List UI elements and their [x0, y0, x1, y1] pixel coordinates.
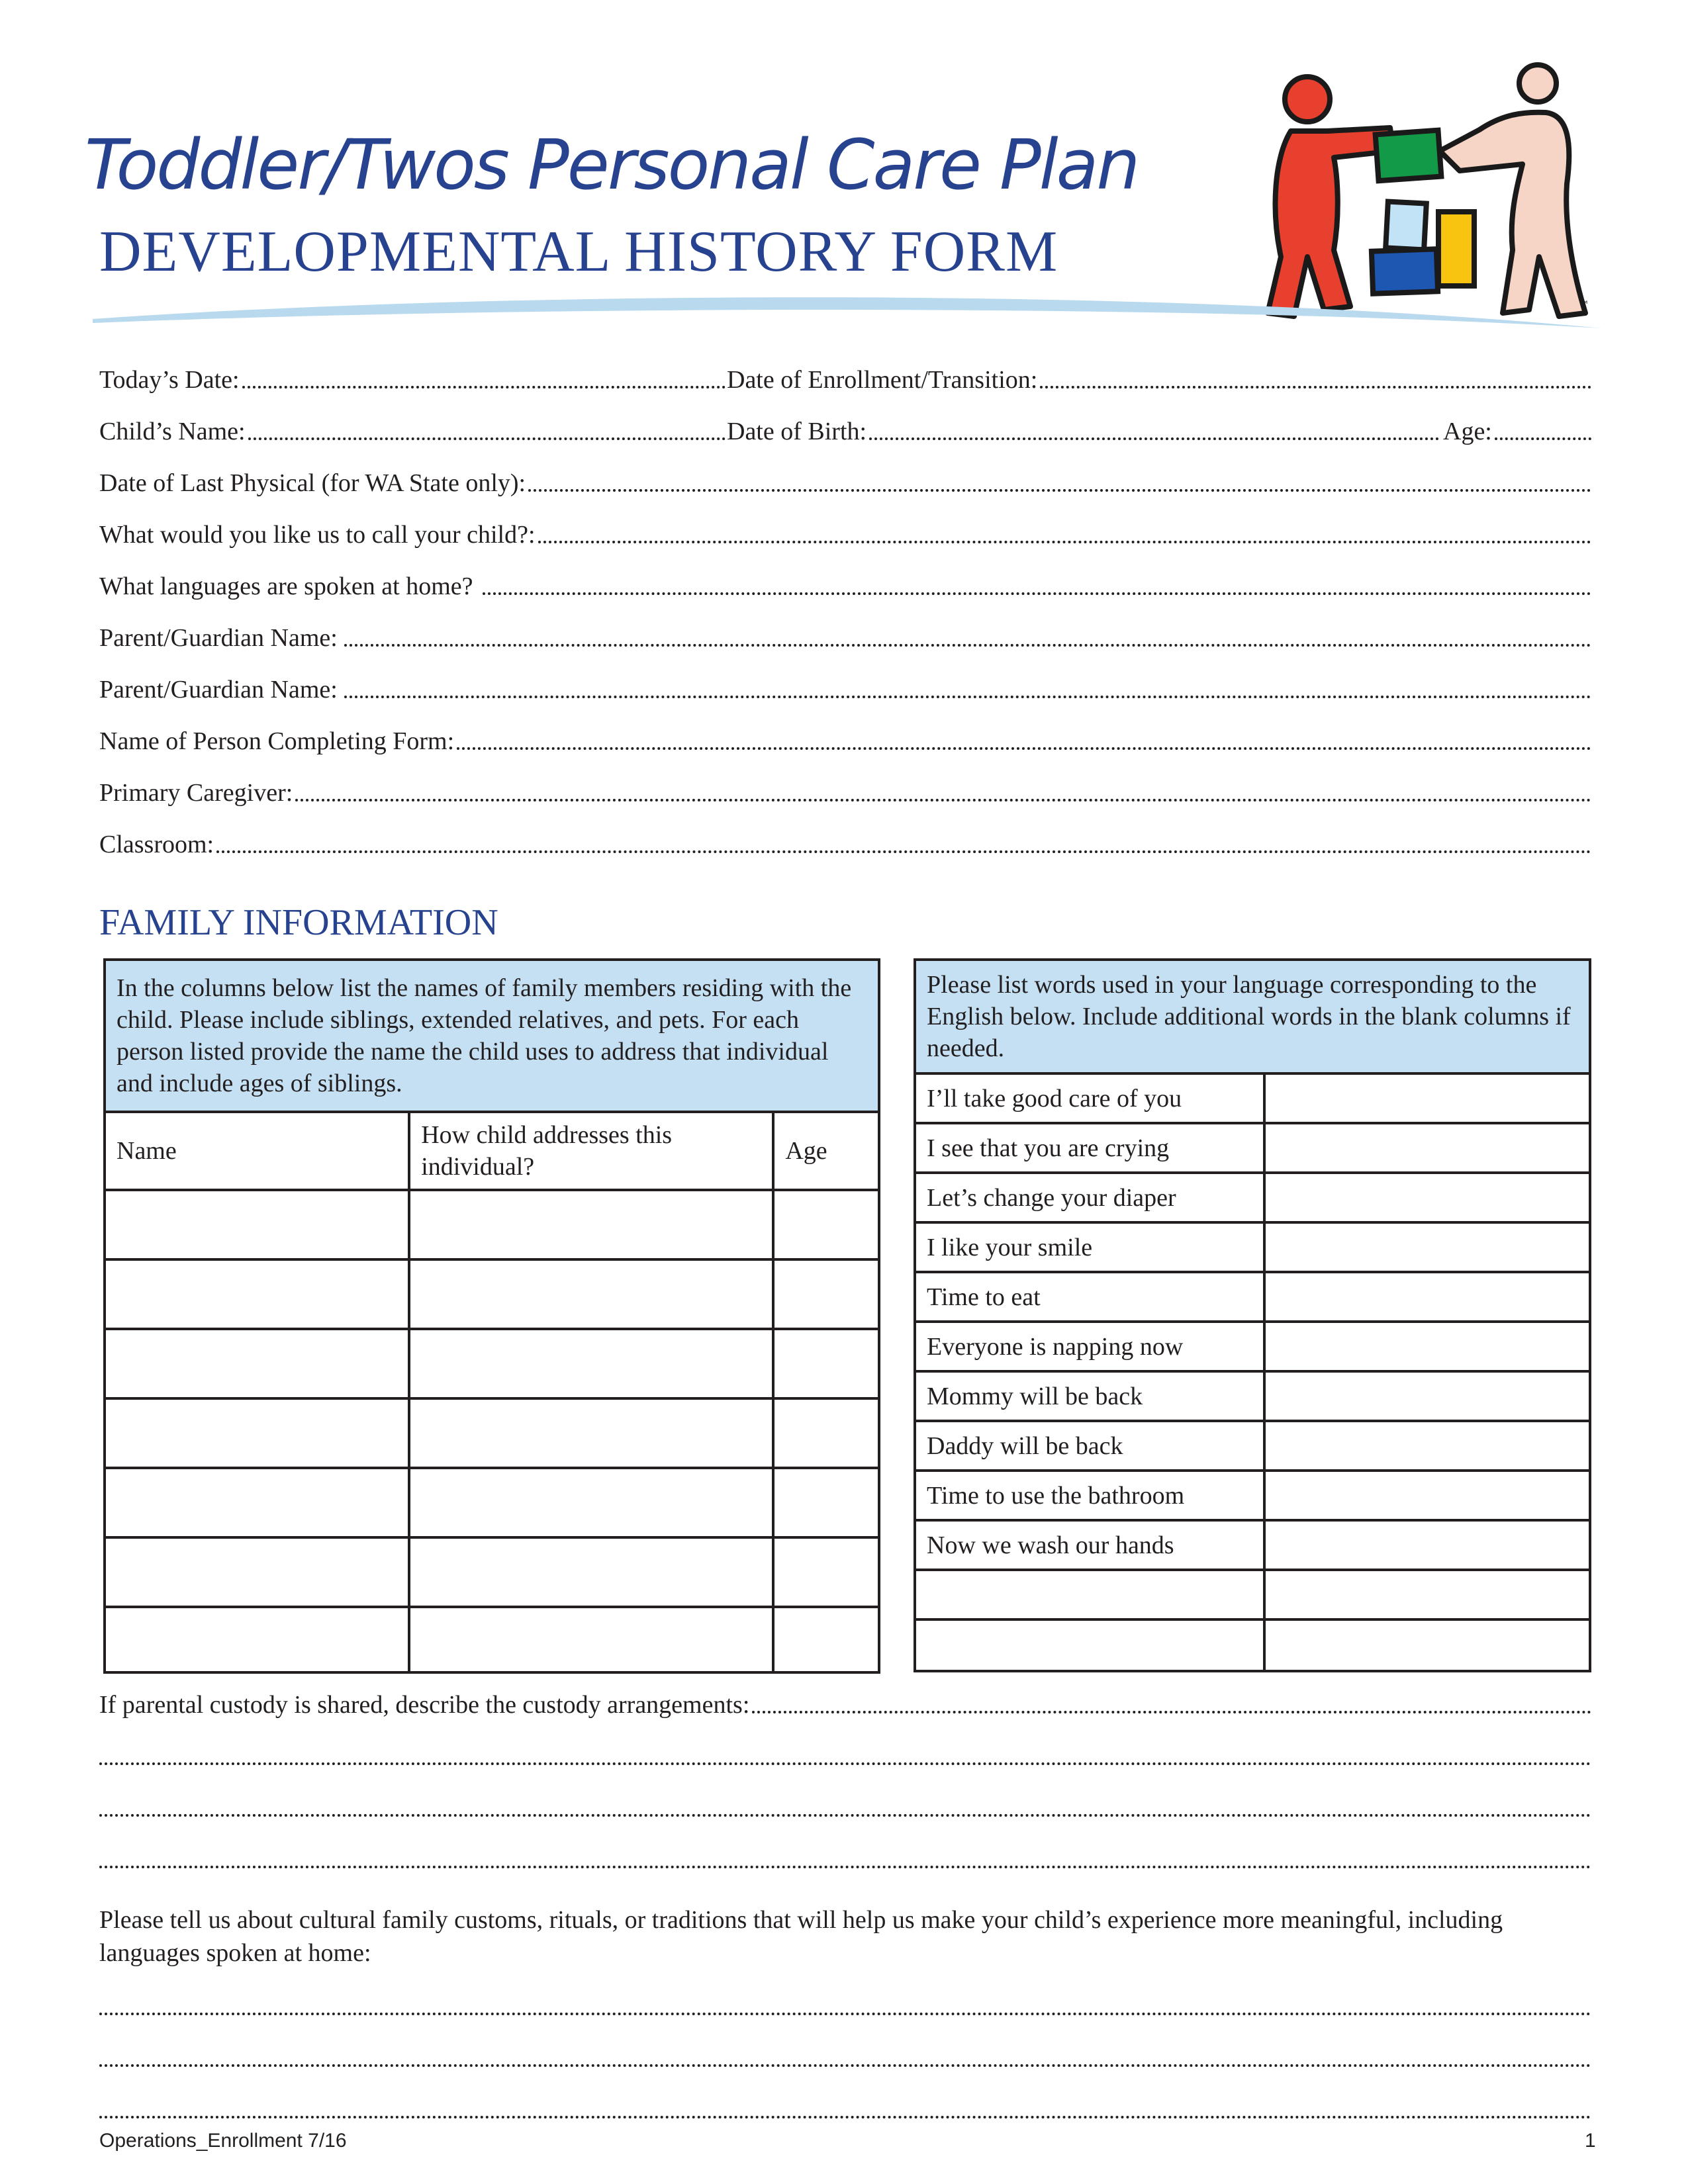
peach-figure-head — [1519, 65, 1556, 102]
extra-phrase-cell[interactable] — [915, 1570, 1264, 1619]
childs-name-label: Child’s Name: — [99, 418, 246, 445]
light-blue-block — [1385, 202, 1427, 250]
date-of-birth-label: Date of Birth: — [727, 418, 867, 445]
logo-icon — [1261, 58, 1599, 323]
table-row — [915, 1619, 1590, 1671]
custody-line-2[interactable] — [99, 1738, 1594, 1771]
table-row — [915, 1073, 1590, 1123]
guardian-1-field[interactable] — [99, 619, 1594, 653]
table-row — [915, 1371, 1590, 1421]
customs-line-1[interactable] — [99, 1988, 1594, 2021]
table-row — [105, 1329, 879, 1398]
member-name-cell[interactable] — [105, 1259, 409, 1329]
english-phrase-cell: Now we wash our hands — [915, 1520, 1264, 1570]
guardian-2-label: Parent/Guardian Name: — [99, 676, 338, 704]
translation-cell[interactable] — [1264, 1471, 1590, 1520]
todays-date-field[interactable] — [99, 361, 728, 394]
header-swoosh — [93, 290, 1602, 336]
custody-line-3[interactable] — [99, 1790, 1594, 1823]
member-age-cell[interactable] — [773, 1190, 879, 1259]
table-row — [915, 1322, 1590, 1371]
family-members-table — [103, 958, 880, 1674]
table-row — [105, 1537, 879, 1607]
last-physical-field[interactable] — [99, 465, 1594, 498]
translation-cell[interactable] — [1264, 1272, 1590, 1322]
translation-cell[interactable] — [1264, 1322, 1590, 1371]
enrollment-date-field[interactable] — [727, 361, 1594, 394]
blue-block — [1372, 249, 1438, 293]
english-phrase-cell: Time to eat — [915, 1272, 1264, 1322]
person-completing-field[interactable] — [99, 723, 1594, 756]
table-row — [105, 1190, 879, 1259]
customs-line-2[interactable] — [99, 2040, 1594, 2073]
date-of-birth-line[interactable] — [869, 437, 1439, 440]
age-column-header: Age — [773, 1112, 879, 1190]
translation-cell[interactable] — [1264, 1073, 1590, 1123]
table-row — [915, 1471, 1590, 1520]
custody-label: If parental custody is shared, describe the custody arrangements: — [99, 1691, 750, 1719]
green-block — [1376, 130, 1442, 181]
translation-cell[interactable] — [1264, 1371, 1590, 1421]
classroom-label: Classroom: — [99, 831, 214, 858]
english-phrase-cell: I see that you are crying — [915, 1123, 1264, 1173]
custody-line-1[interactable] — [752, 1710, 1591, 1713]
address-column-header: How child addresses this individual? — [409, 1112, 773, 1190]
languages-field[interactable] — [99, 568, 1594, 601]
last-physical-label: Date of Last Physical (for WA State only): — [99, 469, 526, 497]
todays-date-line[interactable] — [242, 385, 726, 388]
person-completing-line[interactable] — [457, 747, 1591, 750]
age-line[interactable] — [1495, 437, 1591, 440]
member-age-cell[interactable] — [773, 1329, 879, 1398]
customs-prompt: Please tell us about cultural family customs, rituals, or traditions that will help us make your child’s experience more meaningful, including languages spoken at home: — [99, 1906, 1503, 1967]
translation-cell[interactable] — [1264, 1619, 1590, 1671]
member-name-cell[interactable] — [105, 1329, 409, 1398]
last-physical-line[interactable] — [528, 488, 1591, 492]
languages-line[interactable] — [483, 592, 1592, 595]
member-name-cell[interactable] — [105, 1468, 409, 1537]
classroom-field[interactable] — [99, 826, 1594, 859]
member-name-cell[interactable] — [105, 1190, 409, 1259]
guardian-1-line[interactable] — [344, 643, 1591, 647]
primary-caregiver-label: Primary Caregiver: — [99, 779, 293, 807]
guardian-2-line[interactable] — [344, 695, 1591, 698]
table-row — [915, 1123, 1590, 1173]
person-completing-label: Name of Person Completing Form: — [99, 727, 455, 755]
member-age-cell[interactable] — [773, 1468, 879, 1537]
primary-caregiver-field[interactable] — [99, 774, 1594, 807]
member-address-cell[interactable] — [409, 1329, 773, 1398]
english-phrase-cell: Time to use the bathroom — [915, 1471, 1264, 1520]
call-child-label: What would you like us to call your child?: — [99, 521, 536, 549]
languages-label: What languages are spoken at home? — [99, 572, 473, 600]
primary-caregiver-line[interactable] — [295, 798, 1591, 801]
guardian-1-label: Parent/Guardian Name: — [99, 624, 338, 652]
english-phrase-cell: I’ll take good care of you — [915, 1073, 1264, 1123]
member-address-cell[interactable] — [409, 1607, 773, 1672]
footer-code: Operations_Enrollment 7/16 — [99, 2130, 347, 2152]
english-phrase-cell: Let’s change your diaper — [915, 1173, 1264, 1222]
language-words-intro: Please list words used in your language corresponding to the English below. Include additional words in the blank columns if needed. — [915, 960, 1590, 1073]
member-name-cell[interactable] — [105, 1607, 409, 1672]
customs-line-3[interactable] — [99, 2091, 1594, 2124]
translation-cell[interactable] — [1264, 1123, 1590, 1173]
table-row — [915, 1222, 1590, 1272]
classroom-line[interactable] — [216, 850, 1591, 853]
table-row — [105, 1398, 879, 1468]
english-phrase-cell: Daddy will be back — [915, 1421, 1264, 1471]
custody-field[interactable] — [99, 1686, 1594, 1719]
red-figure-head — [1285, 77, 1330, 122]
table-row — [915, 1520, 1590, 1570]
translation-cell[interactable] — [1264, 1520, 1590, 1570]
table-row — [915, 1272, 1590, 1322]
childs-name-line[interactable] — [248, 437, 726, 440]
form-title: DEVELOPMENTAL HISTORY FORM — [99, 220, 1058, 284]
table-row — [105, 1259, 879, 1329]
script-title: Toddler/Twos Personal Care Plan — [85, 124, 1139, 205]
member-name-cell[interactable] — [105, 1537, 409, 1607]
age-field[interactable] — [1443, 413, 1594, 446]
language-words-table — [914, 958, 1591, 1672]
table-row — [915, 1421, 1590, 1471]
trademark-mark: ™ — [1579, 298, 1589, 311]
childs-name-field[interactable] — [99, 413, 728, 446]
call-child-field[interactable] — [99, 516, 1594, 549]
member-age-cell[interactable] — [773, 1537, 879, 1607]
guardian-2-field[interactable] — [99, 671, 1594, 704]
age-label: Age: — [1443, 418, 1492, 445]
family-info-title: FAMILY INFORMATION — [99, 902, 498, 943]
table-row — [915, 1173, 1590, 1222]
family-members-header-row — [105, 1112, 879, 1190]
translation-cell[interactable] — [1264, 1173, 1590, 1222]
table-row — [915, 1570, 1590, 1619]
custody-line-4[interactable] — [99, 1841, 1594, 1874]
member-address-cell[interactable] — [409, 1398, 773, 1468]
translation-cell[interactable] — [1264, 1421, 1590, 1471]
table-row — [105, 1607, 879, 1672]
name-column-header: Name — [105, 1112, 409, 1190]
member-address-cell[interactable] — [409, 1537, 773, 1607]
table-row — [105, 1468, 879, 1537]
call-child-line[interactable] — [538, 540, 1591, 543]
yellow-block — [1438, 212, 1474, 286]
member-age-cell[interactable] — [773, 1607, 879, 1672]
english-phrase-cell: I like your smile — [915, 1222, 1264, 1272]
translation-cell[interactable] — [1264, 1570, 1590, 1619]
member-address-cell[interactable] — [409, 1190, 773, 1259]
member-age-cell[interactable] — [773, 1398, 879, 1468]
enrollment-date-label: Date of Enrollment/Transition: — [727, 366, 1038, 394]
extra-phrase-cell[interactable] — [915, 1619, 1264, 1671]
enrollment-date-line[interactable] — [1040, 385, 1591, 388]
page-number: 1 — [1585, 2130, 1596, 2152]
english-phrase-cell: Everyone is napping now — [915, 1322, 1264, 1371]
member-address-cell[interactable] — [409, 1259, 773, 1329]
english-phrase-cell: Mommy will be back — [915, 1371, 1264, 1421]
member-address-cell[interactable] — [409, 1468, 773, 1537]
member-age-cell[interactable] — [773, 1259, 879, 1329]
family-members-intro: In the columns below list the names of family members residing with the child. Please include siblings, extended relatives, and pets. For each person listed provide the name the child uses to address that individual and include ages of siblings. — [105, 960, 879, 1112]
member-name-cell[interactable] — [105, 1398, 409, 1468]
translation-cell[interactable] — [1264, 1222, 1590, 1272]
date-of-birth-field[interactable] — [727, 413, 1442, 446]
todays-date-label: Today’s Date: — [99, 366, 240, 394]
